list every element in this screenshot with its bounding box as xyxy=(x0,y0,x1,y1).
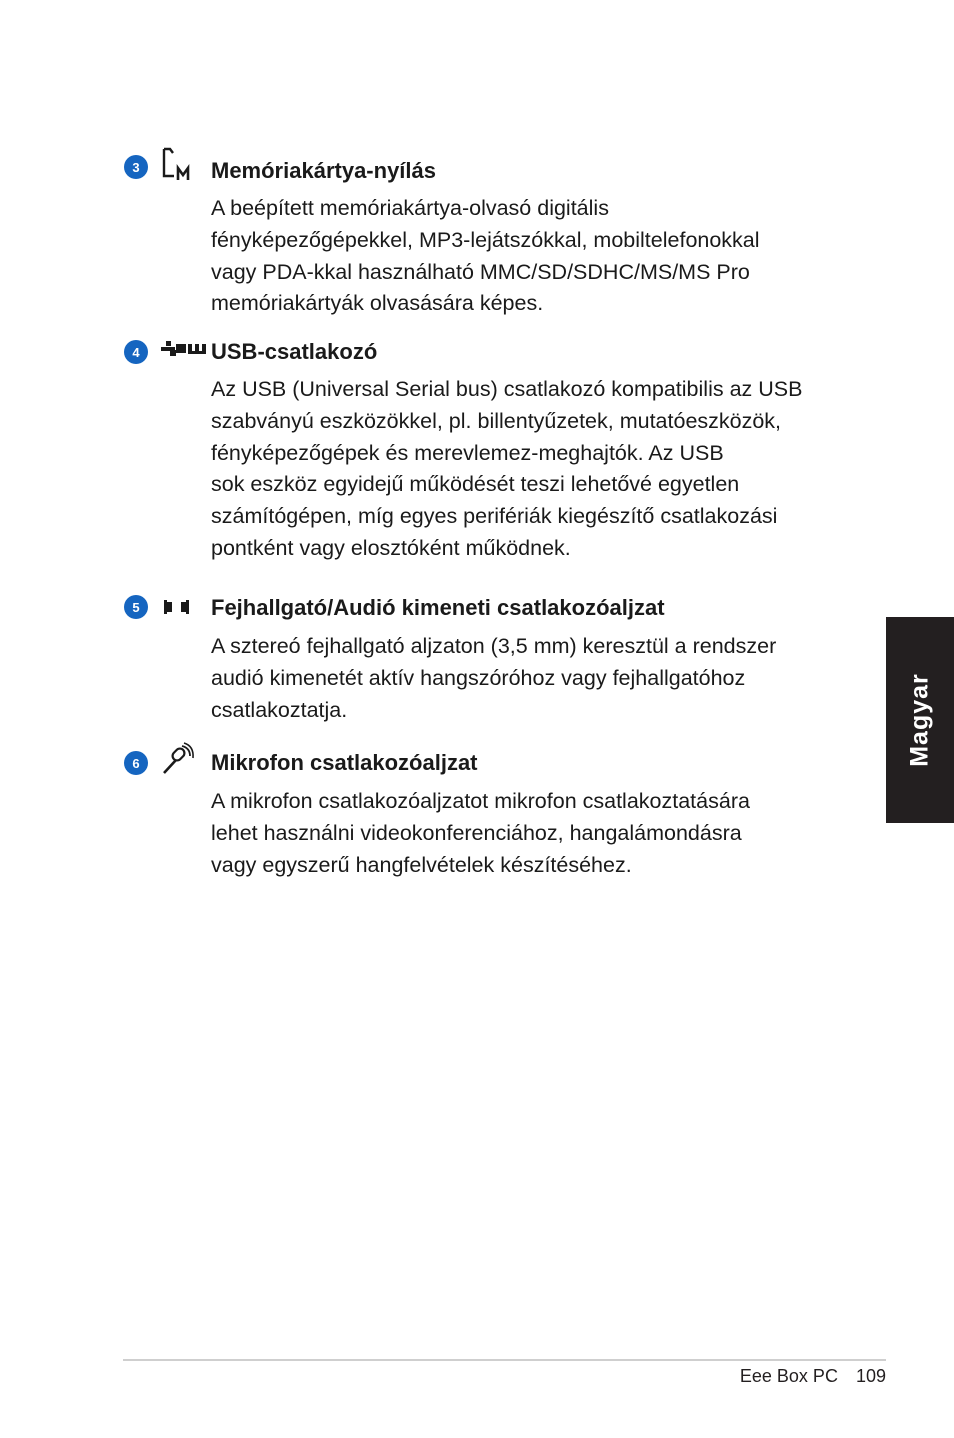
description-line: fényképezőgépek és merevlemez-meghajtók. Az USB xyxy=(211,440,724,465)
description-line: A beépített memóriakártya-olvasó digitális xyxy=(211,196,609,220)
description-line: fényképezőgépekkel, MP3-lejátszókkal, mobiltelefonokkal xyxy=(211,227,760,252)
section-description xyxy=(211,374,851,565)
language-side-tab xyxy=(886,617,954,823)
footer-product-name: Eee Box PC xyxy=(739,1366,838,1386)
description-line: vagy egyszerű hangfelvételek készítéséhez. xyxy=(211,852,632,877)
description-line: csatlakoztatja. xyxy=(211,697,348,722)
section-title: Fejhallgató/Audió kimeneti csatlakozóaljzat xyxy=(211,595,665,620)
description-line: számítógépen, míg egyes perifériák kiegészítő csatlakozási xyxy=(211,504,778,529)
footer-divider xyxy=(123,1359,886,1361)
microphone-icon xyxy=(160,742,196,774)
description-line: sok eszköz egyidejű működését teszi lehetővé egyetlen xyxy=(211,472,740,497)
section-description xyxy=(211,786,851,881)
section-title: Memóriakártya-nyílás xyxy=(211,158,436,183)
memory-card-icon xyxy=(160,146,196,178)
item-number-badge: 6 xyxy=(124,751,148,775)
description-line: lehet használni videokonferenciához, hangalámondásra xyxy=(211,820,742,845)
description-line: memóriakártyák olvasására képes. xyxy=(211,291,544,316)
item-number-badge: 4 xyxy=(124,340,148,364)
description-line: audió kimenetét aktív hangszóróhoz vagy fejhallgatóhoz xyxy=(211,665,746,690)
description-line: A sztereó fejhallgató aljzaton (3,5 mm) keresztül a rendszer xyxy=(211,634,777,658)
description-line: Az USB (Universal Serial bus) csatlakozó kompatibilis az USB xyxy=(211,377,803,401)
description-line: pontként vagy elosztóként működnek. xyxy=(211,535,571,560)
description-line: A mikrofon csatlakozóaljzatot mikrofon csatlakoztatására xyxy=(211,789,750,813)
headphone-icon xyxy=(160,596,196,628)
language-label: Magyar xyxy=(905,673,934,767)
description-line: szabványú eszközökkel, pl. billentyűzetek, mutatóeszközök, xyxy=(211,408,782,433)
item-number-badge: 3 xyxy=(124,155,148,179)
usb-icon xyxy=(160,338,208,370)
description-line: vagy PDA-kkal használható MMC/SD/SDHC/MS/MS Pro xyxy=(211,259,750,284)
section-title: Mikrofon csatlakozóaljzat xyxy=(211,750,478,775)
section-description xyxy=(211,631,851,726)
page-number: 109 xyxy=(855,1366,886,1386)
page-footer xyxy=(740,1366,886,1387)
item-number-badge: 5 xyxy=(124,595,148,619)
section-description xyxy=(211,193,851,320)
section-title: USB-csatlakozó xyxy=(211,339,378,364)
